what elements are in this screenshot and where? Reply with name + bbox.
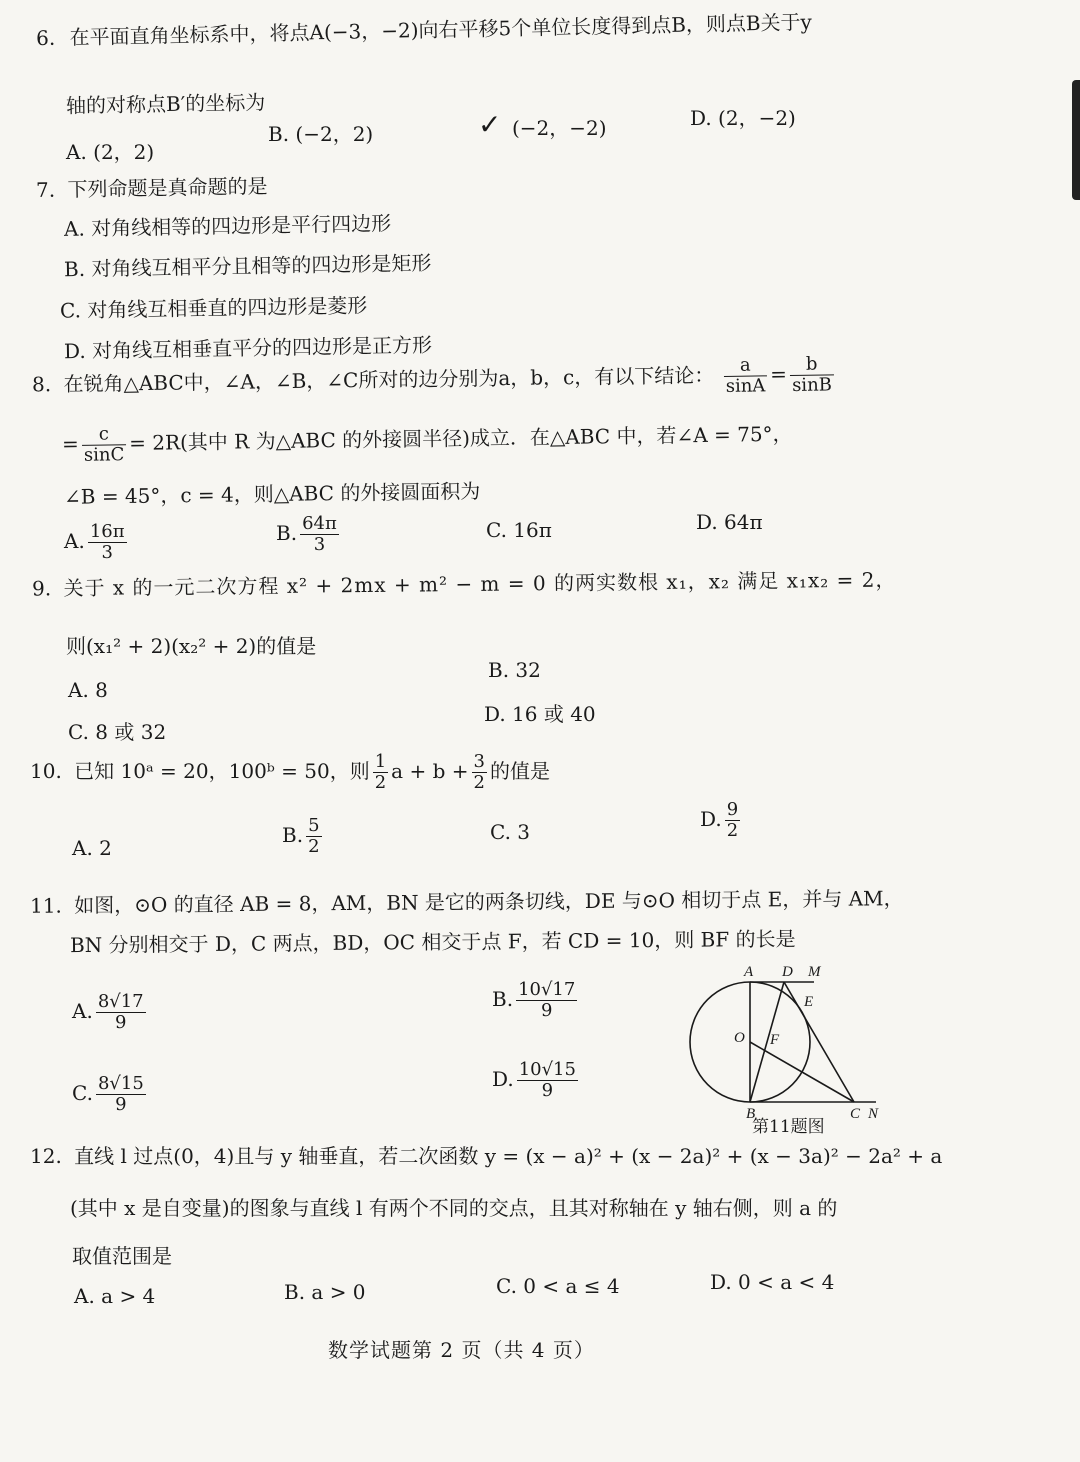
option-label: B. (276, 520, 298, 545)
question-11-line-1 (30, 882, 904, 919)
numerator: 8√17 (97, 991, 144, 1012)
segment-dc (784, 982, 854, 1102)
numerator: 16π (89, 521, 125, 542)
question-number: 8. (31, 372, 52, 397)
option-b: B. 32 (488, 658, 541, 682)
page-footer: 数学试题第 2 页（共 4 页） (328, 1338, 595, 1362)
equals: = (61, 431, 79, 456)
fraction-a-over-sinA (723, 355, 767, 396)
option-b: B. 对角线互相平分且相等的四边形是矩形 (63, 250, 432, 282)
numerator: 1 (374, 751, 387, 772)
question-10-line-1 (30, 752, 550, 793)
option-b: B. a > 0 (284, 1280, 366, 1304)
denominator: sinA (725, 375, 766, 397)
option-c: C. 对角线互相垂直的四边形是菱形 (59, 293, 368, 323)
option-label: C. (72, 1080, 93, 1105)
option-c: C. 8 或 32 (68, 720, 167, 744)
denominator: 9 (115, 1093, 127, 1115)
numerator: 10√15 (518, 1059, 576, 1080)
question-8-line-2 (62, 415, 793, 466)
option-d (492, 1060, 581, 1101)
question-6-line-1 (36, 6, 812, 51)
denominator: 2 (473, 771, 485, 793)
numerator: 8√15 (97, 1073, 144, 1094)
fraction-c-over-sinC (82, 424, 127, 465)
question-12-line-3: 取值范围是 (72, 1244, 172, 1268)
option-b (282, 816, 325, 857)
question-text: = 2R(其中 R 为△ABC 的外接圆半径)成立．在△ABC 中，若∠A = 75°， (128, 421, 793, 455)
question-text: 如图，⊙O 的直径 AB = 8，AM，BN 是它的两条切线，DE 与⊙O 相切于点 E，并与 AM， (74, 886, 904, 918)
question-number: 11. (29, 893, 62, 918)
option-a: A. 2 (72, 836, 112, 860)
numerator: 64π (302, 513, 337, 534)
numerator: c (82, 424, 127, 445)
denominator: 2 (308, 835, 320, 857)
option-label: B. (492, 986, 514, 1011)
option-d: D. 64π (696, 510, 763, 534)
numerator: 10√17 (518, 979, 576, 1000)
question-number: 12. (30, 1144, 62, 1168)
question-text: a + b + (391, 758, 469, 783)
numerator: 9 (726, 799, 739, 820)
option-label: B. (282, 822, 304, 847)
option-c: C. 3 (490, 820, 531, 844)
option-label: D. (700, 806, 722, 831)
option-b (492, 980, 580, 1021)
numerator: 3 (473, 751, 485, 772)
option-c: C. 16π (486, 518, 552, 542)
denominator: 2 (726, 819, 739, 841)
denominator: 3 (313, 533, 326, 555)
option-d (700, 800, 743, 841)
question-8-line-1: 8. 在锐角△ABC中，∠A，∠B，∠C所对的边分别为a，b，c，有以下结论： $\frac{a}{\sin A}$ = $\frac{b}{\sin B}$ (31, 353, 833, 397)
label-f: F (770, 1032, 780, 1048)
option-d: D. 0 < a < 4 (710, 1270, 835, 1294)
option-a (72, 992, 149, 1033)
option-d: D. 对角线互相垂直平分的四边形是正方形 (63, 332, 433, 364)
denominator: 9 (541, 1079, 554, 1101)
option-label: D. (492, 1066, 514, 1091)
question-number: 6. (35, 25, 56, 51)
question-text: 下列命题是真命题的是 (67, 173, 268, 202)
question-9-line-2: 则(x₁² + 2)(x₂² + 2)的值是 (66, 634, 317, 658)
scan-edge (1072, 80, 1080, 200)
denominator: 9 (115, 1011, 127, 1033)
numerator: a (723, 355, 767, 376)
option-c: (−2，−2) (512, 116, 607, 140)
question-text: 关于 x 的一元二次方程 x² + 2mx + m² − m = 0 的两实数根 x₁，x₂ 满足 x₁x₂ = 2， (63, 567, 897, 601)
denominator: 2 (374, 771, 387, 793)
question-6-line-2: 轴的对称点B′的坐标为 (65, 90, 266, 118)
handwritten-check-icon: ✓ (478, 108, 502, 141)
question-12-line-2: (其中 x 是自变量)的图象与直线 l 有两个不同的交点，且其对称轴在 y 轴右侧，则 a 的 (70, 1196, 838, 1220)
option-d: D. 16 或 40 (484, 702, 596, 726)
label-c: C (850, 1106, 861, 1122)
option-a: A. a > 4 (74, 1284, 156, 1308)
question-text: 直线 l 过点(0，4)且与 y 轴垂直，若二次函数 y = (x − a)² + (x − 2a)² + (x − 3a)² − 2a² + a (74, 1144, 943, 1168)
option-label: A. (72, 998, 93, 1023)
question-9-line-1 (32, 563, 897, 601)
question-8-line-3: ∠B = 45°，c = 4，则△ABC 的外接圆面积为 (63, 479, 481, 509)
option-c: C. 0 < a ≤ 4 (496, 1274, 620, 1298)
option-a: A. 8 (68, 678, 108, 702)
question-12-line-1 (30, 1140, 942, 1169)
label-e: E (804, 994, 814, 1010)
option-a: A. (2，2) (66, 140, 155, 164)
numerator: b (790, 354, 834, 375)
question-text: 已知 10ᵃ = 20，100ᵇ = 50，则 (74, 758, 370, 783)
label-n: N (868, 1106, 879, 1122)
question-11-line-2: BN 分别相交于 D，C 两点，BD，OC 相交于点 F，若 CD = 10，则 BF 的长是 (69, 926, 796, 958)
question-number: 10. (30, 758, 62, 783)
question-number: 7. (35, 177, 56, 203)
label-b: B (746, 1106, 756, 1122)
question-number: 9. (31, 576, 52, 601)
figure-caption: 第11题图 (752, 1117, 825, 1137)
option-b: B. (−2，2) (268, 122, 374, 146)
option-a (64, 522, 130, 563)
denominator: 9 (540, 999, 553, 1021)
question-text: 在锐角△ABC中，∠A，∠B，∠C所对的边分别为a，b，c，有以下结论： (63, 362, 715, 396)
option-b (276, 514, 342, 555)
option-a: A. 对角线相等的四边形是平行四边形 (63, 211, 392, 241)
segment-oc (750, 1042, 854, 1102)
label-a: A (744, 964, 754, 980)
numerator: 5 (308, 815, 320, 836)
label-m: M (808, 964, 821, 980)
question-text: 的值是 (489, 758, 550, 783)
option-label: A. (64, 528, 85, 553)
denominator: 3 (101, 541, 113, 563)
option-c (72, 1074, 149, 1115)
question-7-stem (36, 170, 268, 203)
option-d: D. (2，−2) (690, 106, 796, 130)
label-d: D (782, 964, 793, 980)
denominator: sinC (83, 444, 125, 466)
denominator: sinB (791, 374, 833, 396)
fraction-b-over-sinB (790, 354, 834, 395)
label-o: O (734, 1030, 745, 1046)
question-text: 在平面直角坐标系中，将点A(−3，−2)向右平移5个单位长度得到点B，则点B关于y (69, 9, 813, 50)
